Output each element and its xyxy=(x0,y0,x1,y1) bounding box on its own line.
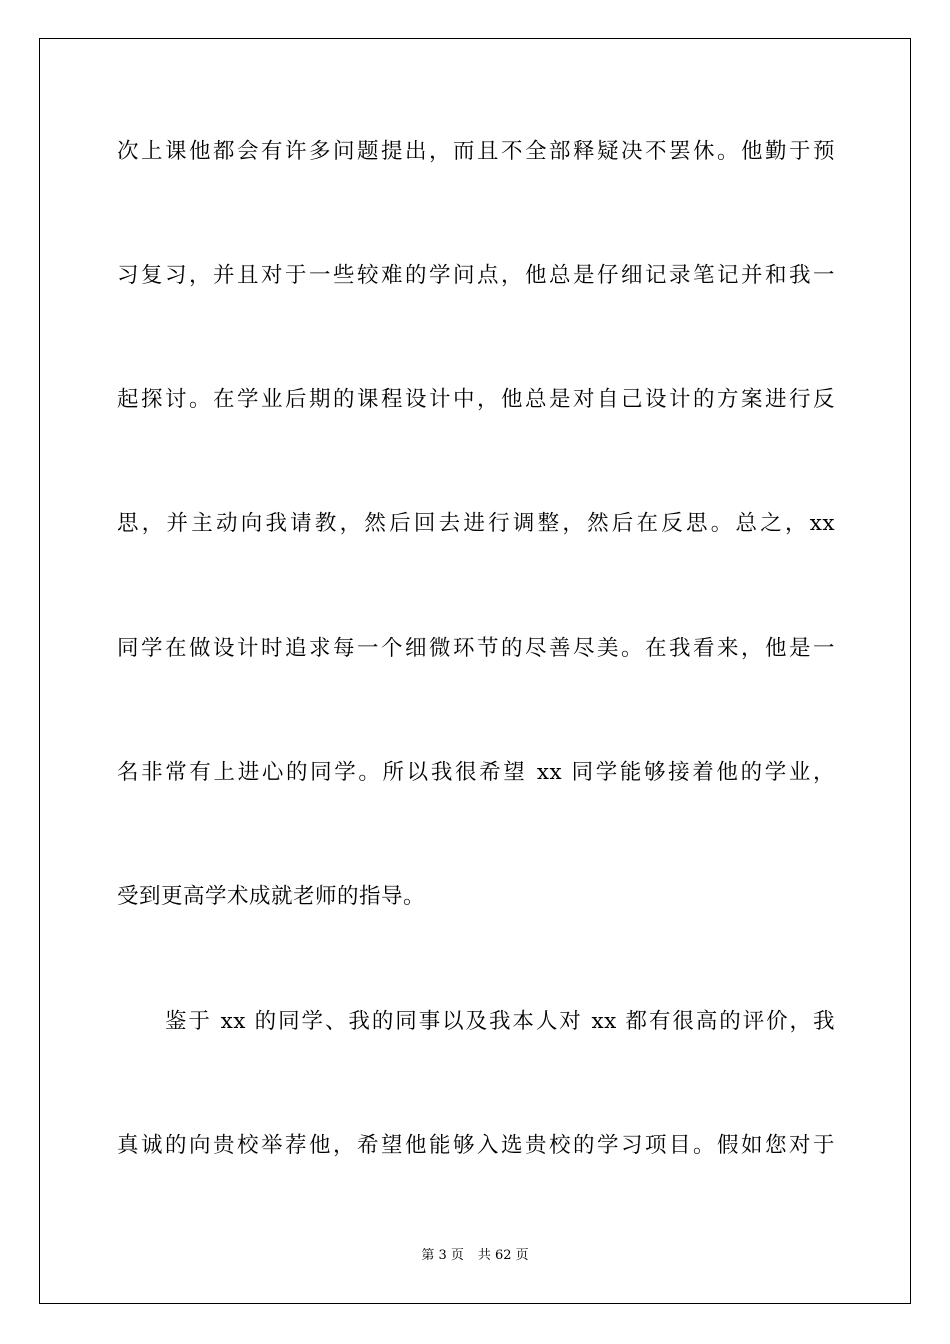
body-text-line-8: 鉴于 xx 的同学、我的同事以及我本人对 xx 都有很高的评价，我 xyxy=(165,1009,835,1034)
total-pages: 共 62 页 xyxy=(477,1248,529,1263)
body-text-line-5: 同学在做设计时追求每一个细微环节的尽善尽美。在我看来，他是一 xyxy=(117,636,835,661)
body-text-line-4: 思，并主动向我请教，然后回去进行调整，然后在反思。总之，xx xyxy=(117,511,835,536)
body-text-line-6: 名非常有上进心的同学。所以我很希望 xx 同学能够接着他的学业， xyxy=(117,760,835,785)
page-footer xyxy=(0,1248,950,1264)
body-text-line-3: 起探讨。在学业后期的课程设计中，他总是对自己设计的方案进行反 xyxy=(117,387,835,412)
page-border xyxy=(39,38,911,1304)
body-text-line-1: 次上课他都会有许多问题提出，而且不全部释疑决不罢休。他勤于预 xyxy=(117,139,835,164)
body-text-line-9: 真诚的向贵校举荐他，希望他能够入选贵校的学习项目。假如您对于 xyxy=(117,1133,835,1158)
body-text-line-7: 受到更高学术成就老师的指导。 xyxy=(117,884,426,909)
body-text-line-2: 习复习，并且对于一些较难的学问点，他总是仔细记录笔记并和我一 xyxy=(117,263,835,288)
page-number: 第 3 页 xyxy=(421,1248,464,1263)
